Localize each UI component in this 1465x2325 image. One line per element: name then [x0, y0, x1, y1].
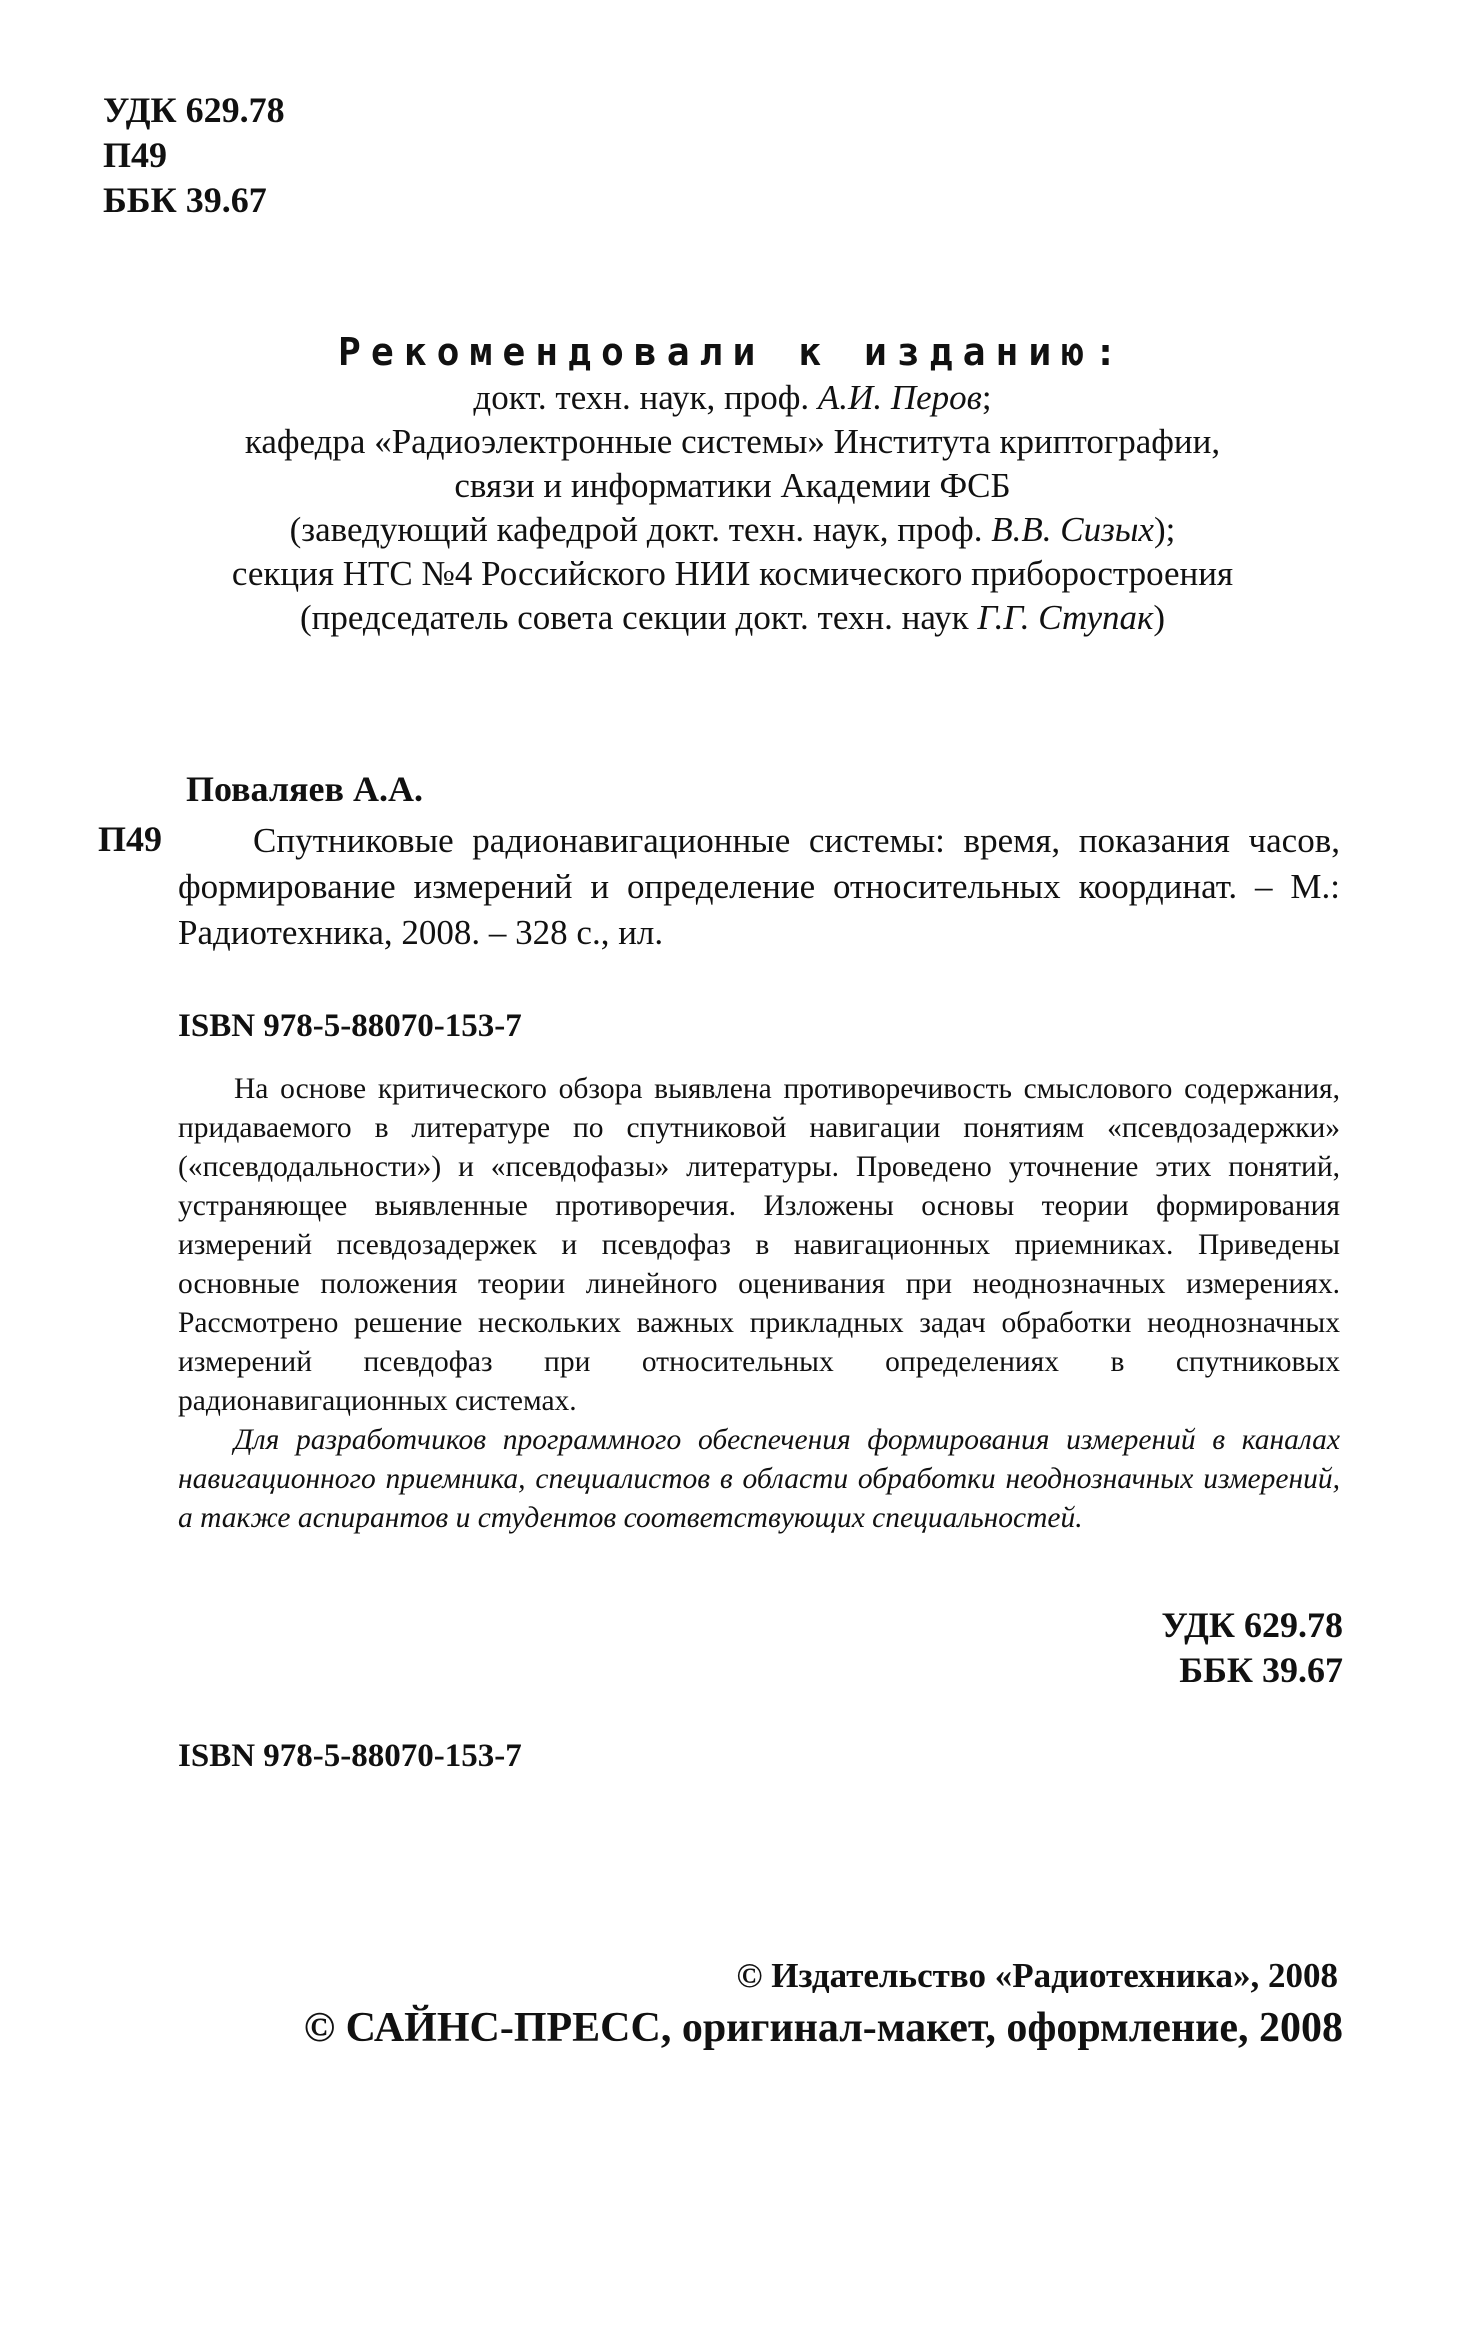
reviewer-line-1: докт. техн. наук, проф. А.И. Перов; [473, 378, 992, 417]
abstract-main: На основе критического обзора выявлена противоречивость смыслового содержания, придаваемого в литературе по спутниковой навигации понятиям «псевдозадержки» («псевдодальности») и «псевдофазы» литературы. Проведено уточнение этих понятий, устраняющее выявленные противоречия. Изложены основы теории формирования измерений псевдозадержек и псевдофаз в навигационных приемниках. Приведены основные положения теории линейного оценивания при неоднозначных измерениях. Рассмотрено решение нескольких важных прикладных задач обработки неоднозначных измерений псевдофаз при относительных определениях в спутниковых радионавигационных системах. [178, 1073, 1340, 1417]
reviewer-line-3: связи и информатики Академии ФСБ [454, 466, 1011, 505]
author-mark-top: П49 [103, 135, 168, 175]
bbk-code-bottom: ББК 39.67 [1179, 1650, 1343, 1690]
udk-code-top: УДК 629.78 [103, 90, 285, 130]
classification-top [103, 88, 285, 223]
isbn-top: ISBN 978-5-88070-153-7 [178, 1008, 522, 1044]
bbk-code-top: ББК 39.67 [103, 180, 267, 220]
abstract [178, 1070, 1340, 1538]
reviewer-line-6: (председатель совета секции докт. техн. наук Г.Г. Ступак) [299, 598, 1166, 637]
catalog-code: П49 [98, 819, 163, 859]
bibliographic-description: Спутниковые радионавигационные системы: время, показания часов, формирование измерений и определение относительных координат. – М.: Радиотехника, 2008. – 328 с., ил. [178, 821, 1340, 952]
recommendation-block [150, 328, 1315, 640]
copyright-publisher: © Издательство «Радиотехника», 2008 [736, 1956, 1338, 1995]
recommendation-title: Рекомендовали к изданию: [337, 330, 1128, 374]
author-name: Поваляев А.А. [186, 769, 423, 809]
isbn-bottom: ISBN 978-5-88070-153-7 [178, 1738, 522, 1774]
reviewer-line-2: кафедра «Радиоэлектронные системы» Института криптографии, [244, 422, 1221, 461]
abstract-audience: Для разработчиков программного обеспечения формирования измерений в каналах навигационного приемника, специалистов в области обработки неоднозначных измерений, а также аспирантов и студентов соответствующих специальностей. [178, 1424, 1340, 1534]
classification-bottom [1161, 1603, 1343, 1693]
copyright-layout: © САЙНС-ПРЕСС, оригинал-макет, оформление, 2008 [303, 2005, 1343, 2051]
reviewer-name-perov: А.И. Перов [817, 378, 982, 417]
udk-code-bottom: УДК 629.78 [1161, 1605, 1343, 1645]
reviewer-name-stupak: Г.Г. Ступак [977, 598, 1154, 637]
reviewer-line-4: (заведующий кафедрой докт. техн. наук, проф. В.В. Сизых); [289, 510, 1176, 549]
reviewer-line-5: секция НТС №4 Российского НИИ космического приборостроения [231, 554, 1234, 593]
reviewer-name-sizykh: В.В. Сизых [991, 510, 1154, 549]
